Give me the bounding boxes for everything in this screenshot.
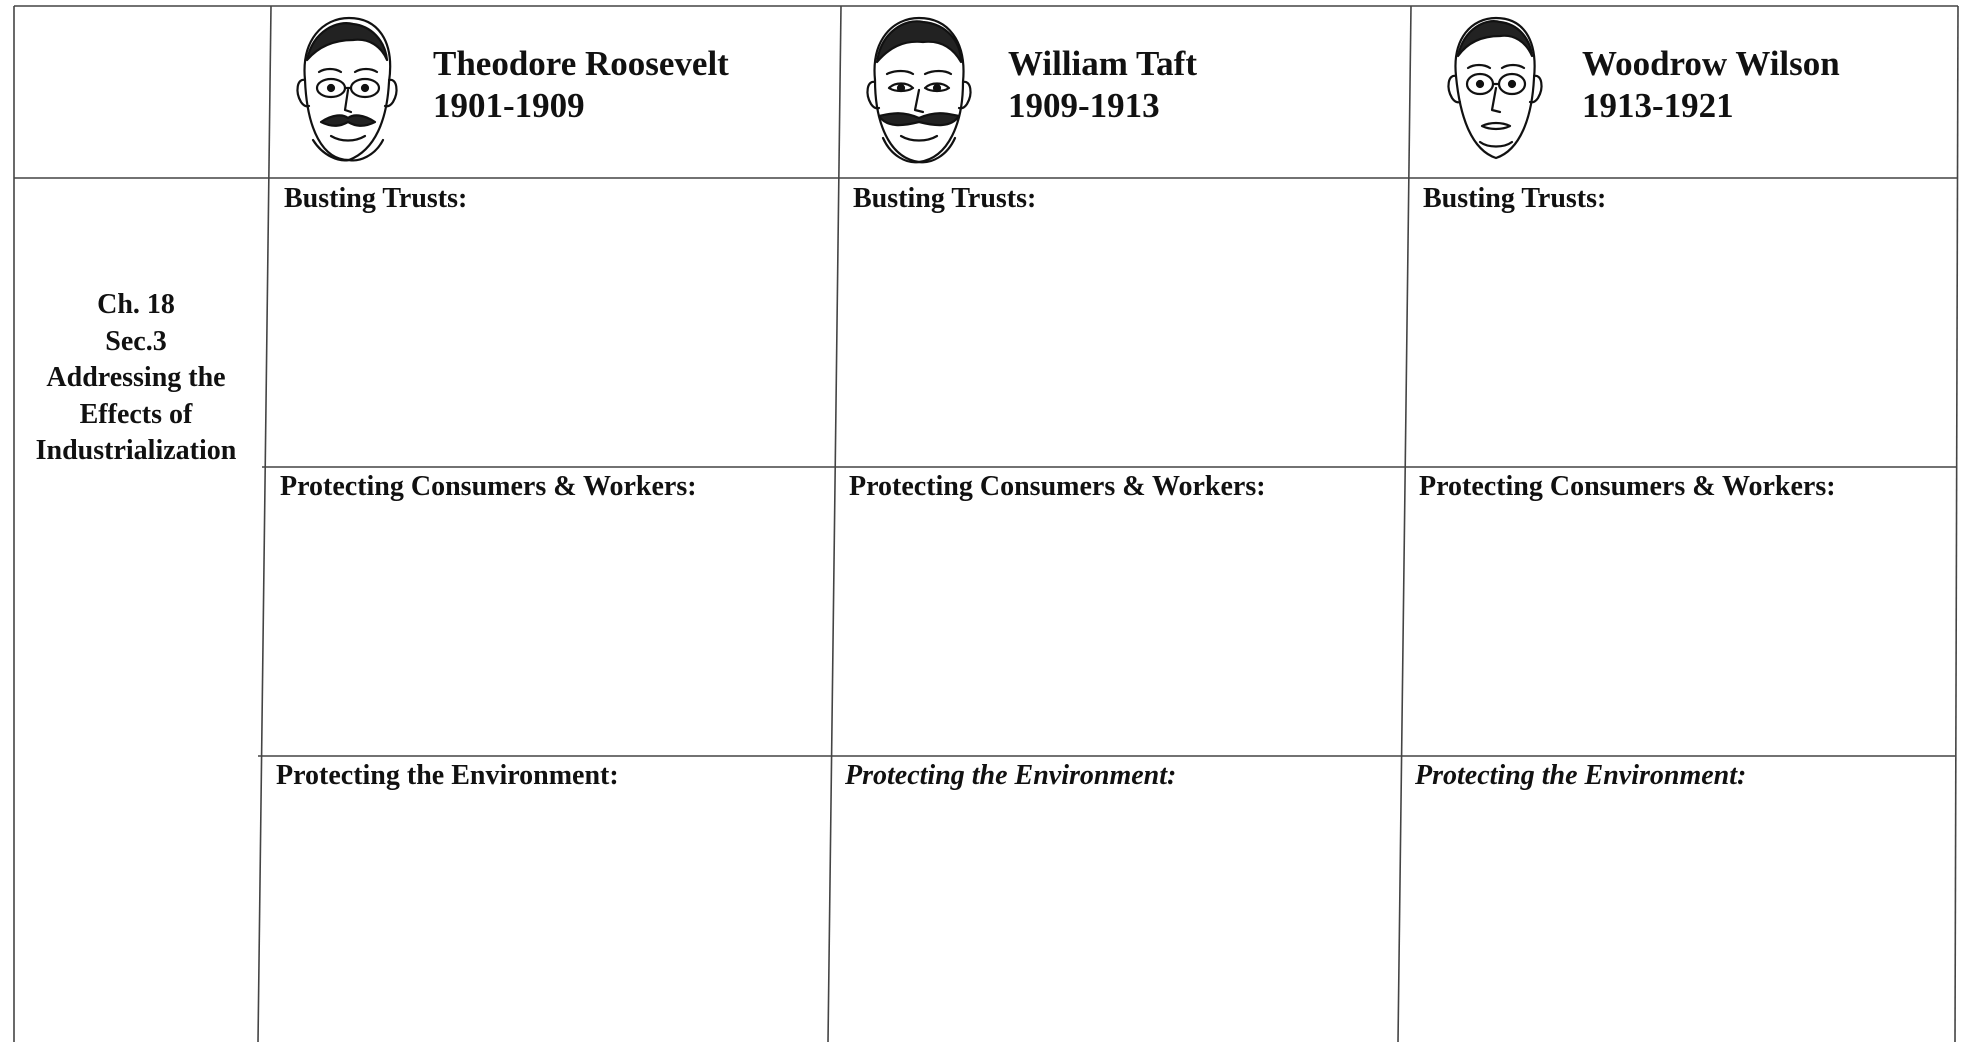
wilson-portrait-icon xyxy=(1430,10,1555,165)
roosevelt-environment-label: Protecting the Environment: xyxy=(276,760,619,791)
section-title-line-1: Addressing the xyxy=(46,362,226,393)
taft-portrait-icon xyxy=(855,10,980,172)
roosevelt-consumers-workers-label: Protecting Consumers & Workers: xyxy=(280,471,697,502)
taft-busting-trusts-label: Busting Trusts: xyxy=(853,183,1037,214)
president-name-roosevelt: Theodore Roosevelt xyxy=(433,44,729,83)
section-title-line-2: Effects of xyxy=(79,398,193,430)
wilson-busting-trusts-label: Busting Trusts: xyxy=(1423,183,1607,214)
president-term-wilson: 1913-1921 xyxy=(1582,86,1734,125)
section-number: Sec.3 xyxy=(105,325,167,357)
wilson-environment-label: Protecting the Environment: xyxy=(1415,760,1747,791)
taft-consumers-workers-label: Protecting Consumers & Workers: xyxy=(849,471,1266,502)
president-term-roosevelt: 1901-1909 xyxy=(433,86,585,125)
taft-environment-label: Protecting the Environment: xyxy=(845,760,1177,791)
wilson-consumers-workers-label: Protecting Consumers & Workers: xyxy=(1419,471,1836,502)
roosevelt-portrait-icon xyxy=(283,10,408,172)
section-chapter: Ch. 18 xyxy=(97,289,175,320)
section-title-line-3: Industrialization xyxy=(35,435,237,466)
section-title xyxy=(16,287,256,470)
roosevelt-busting-trusts-label: Busting Trusts: xyxy=(284,183,468,214)
president-name-wilson: Woodrow Wilson xyxy=(1582,44,1840,83)
president-term-taft: 1909-1913 xyxy=(1008,86,1160,125)
president-name-taft: William Taft xyxy=(1008,44,1197,83)
